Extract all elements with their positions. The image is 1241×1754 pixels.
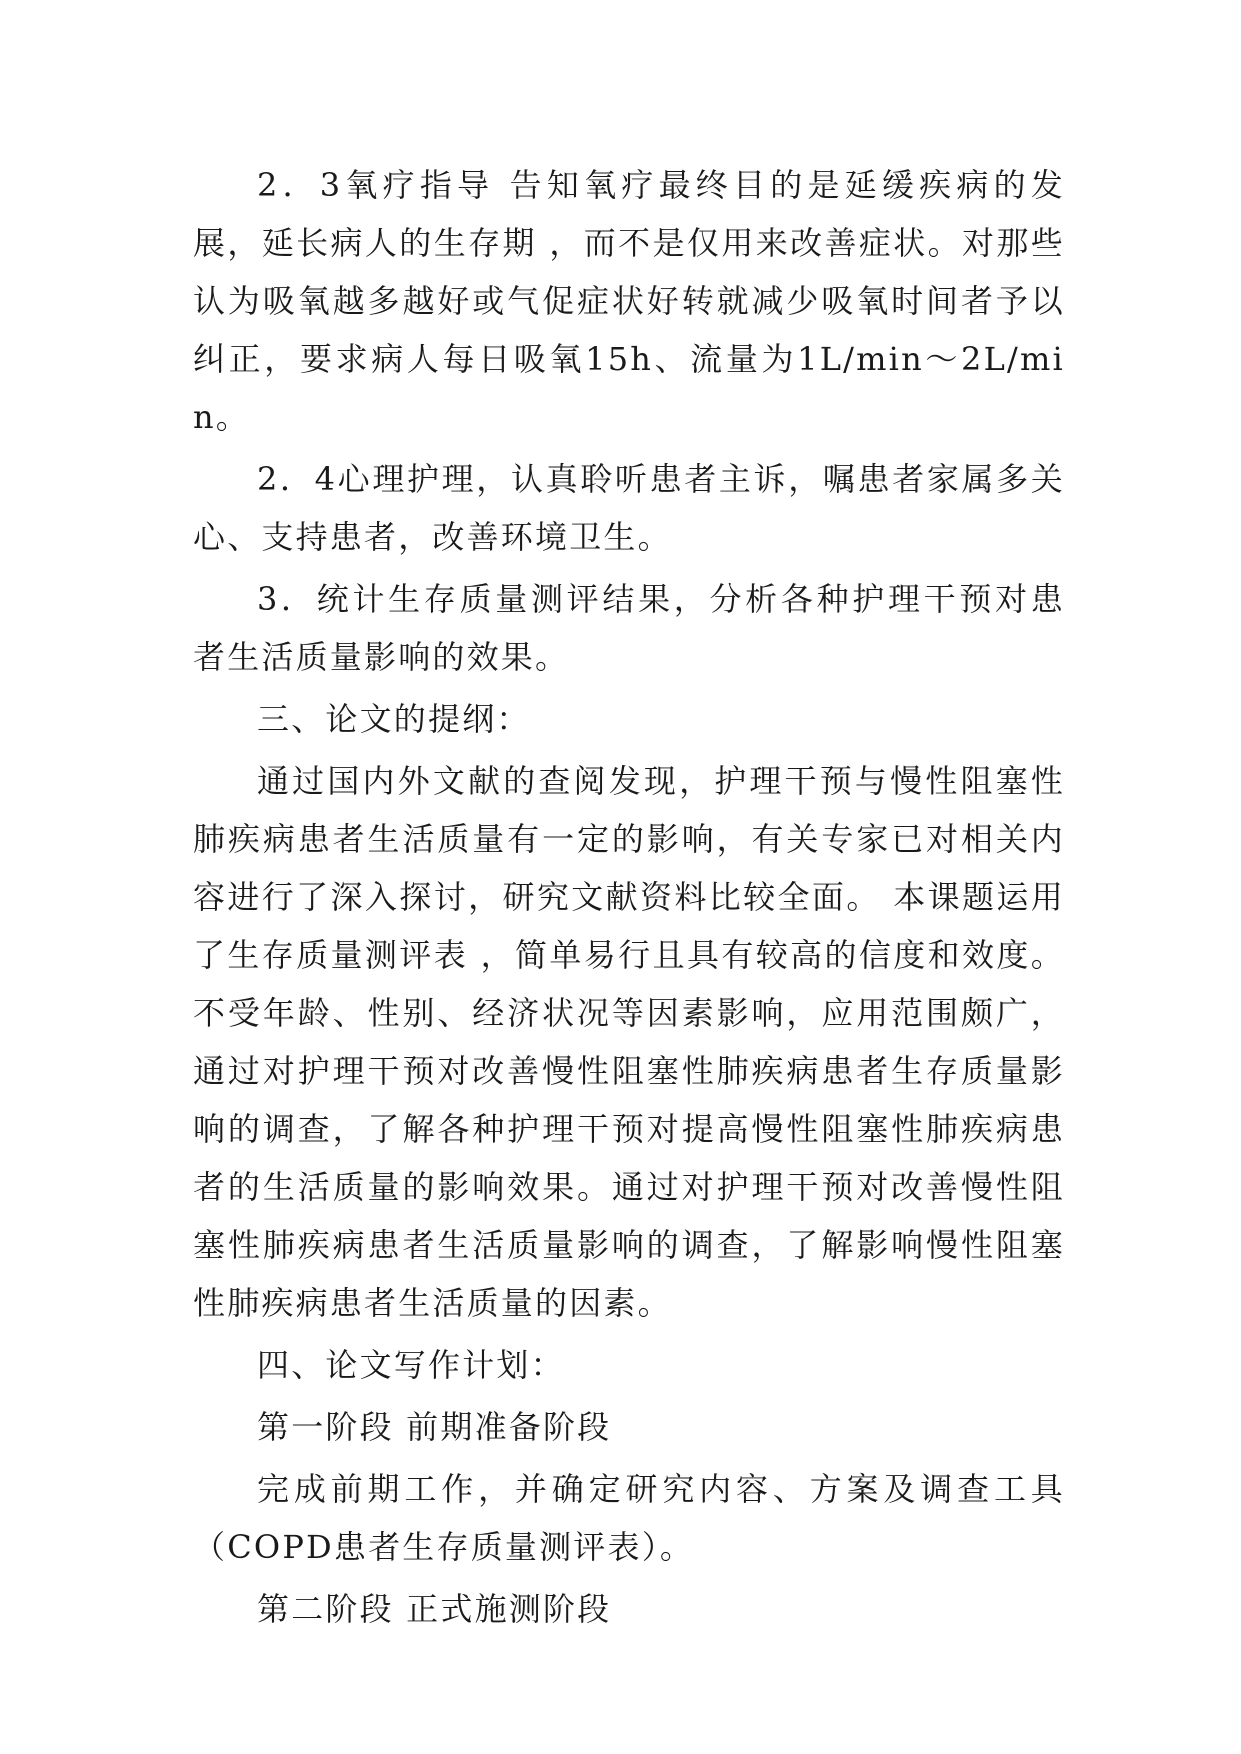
paragraph-psychological-care: 2．4心理护理，认真聆听患者主诉，嘱患者家属多关心、支持患者，改善环境卫生。 [193,460,1065,556]
paragraph-statistics: 3．统计生存质量测评结果，分析各种护理干预对患者生活质量影响的效果。 [193,580,1065,676]
heading-stage-two: 第二阶段 正式施测阶段 [257,1590,612,1628]
paragraph-stage-one-body: 完成前期工作，并确定研究内容、方案及调查工具（COPD患者生存质量测评表）。 [193,1470,1065,1566]
heading-outline: 三、论文的提纲： [257,700,531,738]
heading-stage-one: 第一阶段 前期准备阶段 [257,1408,612,1446]
paragraph-outline-body: 通过国内外文献的查阅发现，护理干预与慢性阻塞性肺疾病患者生活质量有一定的影响，有关专家已对相关内容进行了深入探讨，研究文献资料比较全面。 本课题运用了生存质量测评表 ，简单易行且具有较高的信度和效度。不受年龄、性别、经济状况等因素影响，应用范围颇广，通过对护理干预对改善慢性阻塞性肺疾病患者生存质量影响的调查，了解各种护理干预对提高慢性阻塞性肺疾病患者的生活质量的影响效果。通过对护理干预对改善慢性阻塞性肺疾病患者生活质量影响的调查，了解影响慢性阻塞性肺疾病患者生活质量的因素。 [193,762,1065,1322]
paragraph-oxygen-therapy: 2．3氧疗指导 告知氧疗最终目的是延缓疾病的发展，延长病人的生存期 ，而不是仅用来改善症状。对那些认为吸氧越多越好或气促症状好转就减少吸氧时间者予以纠正，要求病人每日吸氧15h、流量为1L/min～2L/min。 [193,166,1065,436]
heading-writing-plan: 四、论文写作计划： [257,1346,565,1384]
document-body [193,156,1065,1638]
